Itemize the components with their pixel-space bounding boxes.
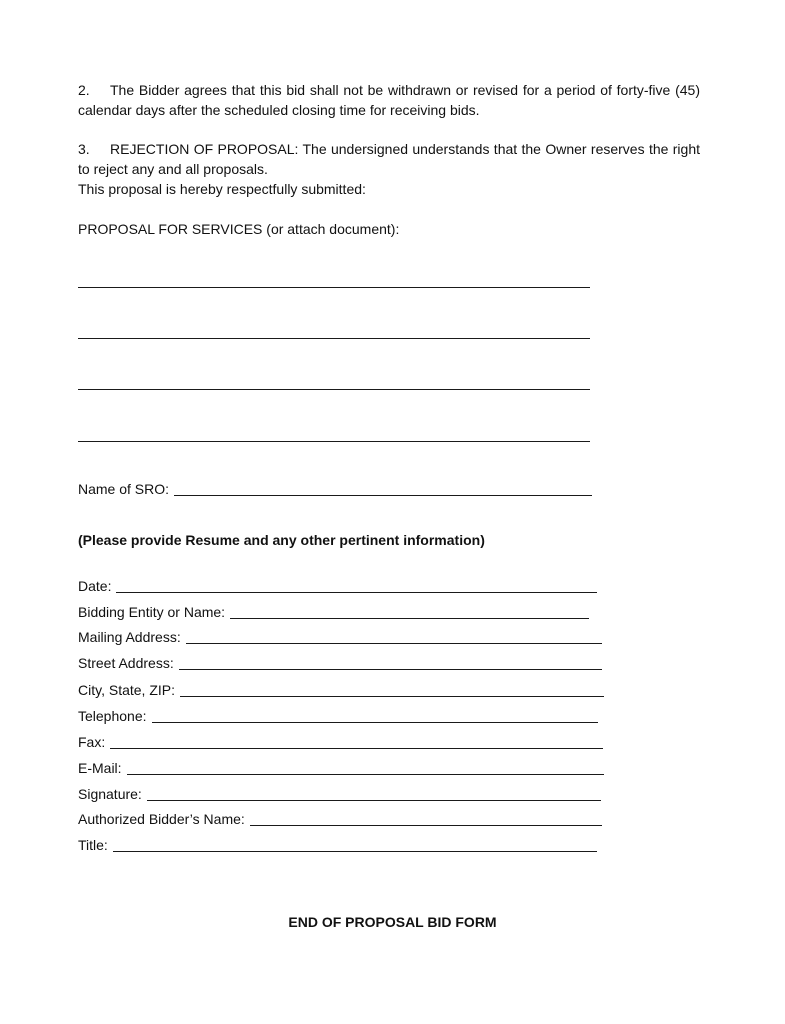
bidding-entity-label: Bidding Entity or Name: [78,604,226,620]
sro-name-field[interactable] [78,479,592,499]
clause-2-number: 2. [78,82,90,98]
street-address-field[interactable] [78,653,602,673]
proposal-services-heading: PROPOSAL FOR SERVICES (or attach document): [78,221,400,237]
title-line[interactable] [113,851,597,852]
city-state-zip-field[interactable] [78,680,604,700]
date-label: Date: [78,578,112,594]
signature-label: Signature: [78,786,142,802]
fax-line[interactable] [110,748,603,749]
telephone-line[interactable] [152,722,598,723]
bidding-entity-field[interactable] [78,602,589,622]
date-line[interactable] [116,592,597,593]
clause-2 [78,80,700,120]
mailing-address-label: Mailing Address: [78,629,181,645]
email-line[interactable] [127,774,604,775]
clause-3 [78,139,700,179]
fax-label: Fax: [78,734,106,750]
clause-2-text: The Bidder agrees that this bid shall not be withdrawn or revised for a period of forty-five (45) calendar days after the scheduled closing time for receiving bids. [78,82,700,118]
sro-name-label: Name of SRO: [78,481,170,497]
sro-name-line[interactable] [174,495,592,496]
proposal-line-3[interactable] [78,389,590,390]
clause-3-number: 3. [78,141,90,157]
date-field[interactable] [78,576,597,596]
telephone-field[interactable] [78,706,598,726]
proposal-line-2[interactable] [78,338,590,339]
mailing-address-field[interactable] [78,627,602,647]
fax-field[interactable] [78,732,603,752]
city-state-zip-line[interactable] [180,696,604,697]
street-address-label: Street Address: [78,655,174,671]
proposal-line-1[interactable] [78,287,590,288]
submitted-line: This proposal is hereby respectfully submitted: [78,181,366,197]
title-label: Title: [78,837,108,853]
email-label: E-Mail: [78,760,122,776]
authorized-name-line[interactable] [250,825,602,826]
signature-line[interactable] [147,800,601,801]
end-of-form-title: END OF PROPOSAL BID FORM [288,914,497,930]
street-address-line[interactable] [179,669,602,670]
bidding-entity-line[interactable] [230,618,589,619]
resume-note: (Please provide Resume and any other pertinent information) [78,532,485,548]
proposal-line-4[interactable] [78,441,590,442]
email-field[interactable] [78,758,604,778]
clause-3-text: REJECTION OF PROPOSAL: The undersigned understands that the Owner reserves the right to reject any and all proposals. [78,141,700,177]
title-field[interactable] [78,835,597,855]
signature-field[interactable] [78,784,601,804]
city-state-zip-label: City, State, ZIP: [78,682,175,698]
telephone-label: Telephone: [78,708,147,724]
authorized-name-label: Authorized Bidder’s Name: [78,811,245,827]
authorized-name-field[interactable] [78,809,602,829]
mailing-address-line[interactable] [186,643,602,644]
